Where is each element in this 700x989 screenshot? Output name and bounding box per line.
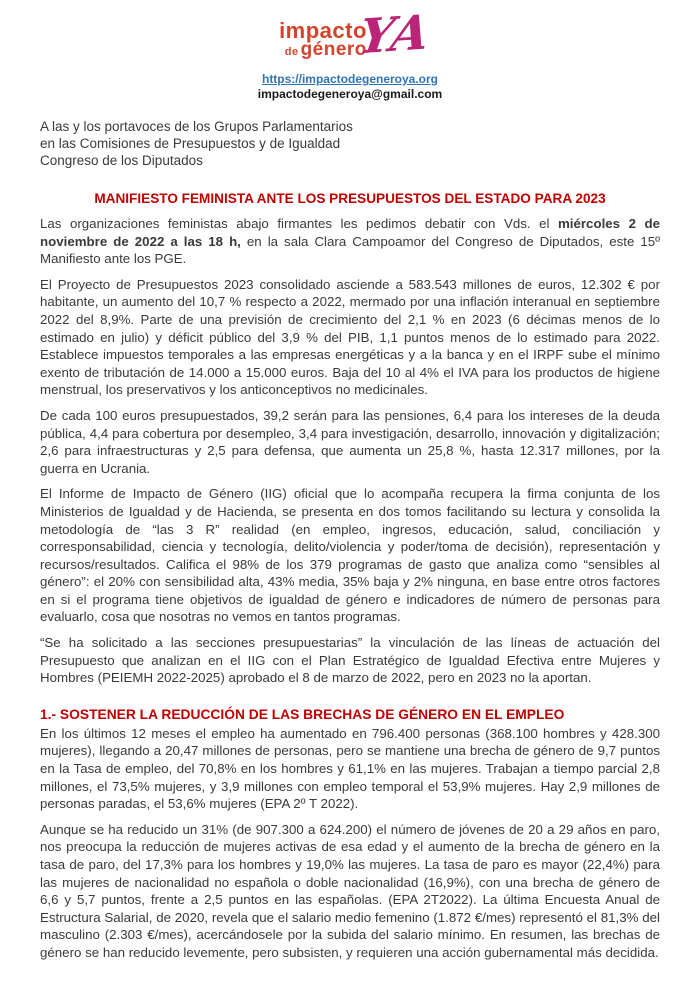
document-body [40, 215, 660, 962]
website-line [0, 72, 700, 87]
paragraph [40, 821, 660, 962]
paragraph [40, 407, 660, 477]
text-run: El Informe de Impacto de Género (IIG) oficial que lo acompaña recupera la firma conjunta de los Ministerios de Igualdad y de Hacienda, se presenta en dos tomos facilitando su lectura y consolida la metodología de “las 3 R” realidad (en empleo, ingresos, educación, salud, conciliación y corresponsabilidad, ciencia y tecnología, delito/violencia y poder/toma de decisión), representación y recursos/resultados. Califica el 98% de los 379 programas de gasto que analiza como “sensibles al género”: el 20% con sensibilidad alta, 43% media, 35% baja y 2% ninguna, en base entre otros factores en si el programa tiene objetivos de igualdad de género e indicadores de número de personas para evaluarlo, cosa que nosotras no vemos en tantos programas. [40, 486, 660, 625]
recipient-line: en las Comisiones de Presupuestos y de Igualdad [40, 136, 341, 151]
paragraph [40, 276, 660, 399]
paragraph [40, 485, 660, 626]
logo-word-genero: género [300, 39, 367, 61]
section-heading [40, 706, 660, 723]
paragraph [40, 634, 660, 687]
logo-word-de: de [284, 46, 299, 59]
text-run: El Proyecto de Presupuestos 2023 consolidado asciende a 583.543 millones de euros, 12.302 € por habitante, un aumento del 10,7 % respecto a 2022, mermado por una inflación interanual en septiembre 2022 del 8,9%. Parte de una previsión de crecimiento del 2,1 % en 2023 (6 décimas menos de lo estimado en julio) y déficit público del 3,9 % del PIB, 1,1 puntos menos de lo estimado para 2022. Establece impuestos temporales a las empresas energéticas y a la banca y en el IRPF sube el mínimo exento de tributación de 14.000 a 15.000 euros. Baja del 10 al 4% el IVA para los productos de higiene menstrual, los preservativos y los anticonceptivos no medicinales. [40, 276, 660, 398]
impacto-de-genero-logo [279, 4, 434, 70]
logo-ya-glyph: YA [356, 4, 434, 66]
website-link[interactable]: https://impactodegeneroya.org [261, 72, 439, 86]
text-run: Aunque se ha reducido un 31% (de 907.300 a 624.200) el número de jóvenes de 20 a 29 años en paro, nos preocupa la reducción de mujeres activas de esa edad y el aumento de la brecha de género en la tasa de paro, del 17,3% para los hombres y 19,0% las mujeres. La tasa de paro es mayor (22,4%) para las mujeres de nacionalidad no española o doble nacionalidad (16,9%), con una brecha de género de 6,6 y 5,7 puntos, frente a 2,5 puntos en las españolas. (EPA 2T2022). La última Encuesta Anual de Estructura Salarial, de 2020, revela que el salario medio femenino (1.872 €/mes) representó el 81,3% del masculino (2.303 €/mes), acercándosele por la subida del salario mínimo. En resumen, las brechas de género se han reducido levemente, pero subsisten, y requieren una acción gubernamental más decidida. [40, 821, 660, 960]
logo-word-impacto: impacto [279, 18, 367, 43]
document-header [0, 4, 700, 102]
logo-wordmark [279, 13, 367, 59]
text-run: De cada 100 euros presupuestados, 39,2 serán para las pensiones, 6,4 para los intereses de la deuda pública, 4,4 para cobertura por desempleo, 3,4 para investigación, desarrollo, innovación y digitalización; 2,6 para infraestructuras y 2,5 para defensa, que aumenta un 25,8 %, hasta 12.317 millones, por la guerra en Ucrania. [40, 407, 660, 476]
paragraph [40, 725, 660, 813]
paragraph [40, 215, 660, 268]
text-run: en la sala Clara Campoamor del Congreso de Diputados, este 15º Manifiesto ante los PGE. [40, 233, 660, 267]
email-text: impactodegeneroya@gmail.com [257, 87, 443, 101]
logo-word-de-genero [279, 39, 367, 61]
recipient-line: Congreso de los Diputados [40, 153, 203, 168]
text-run: En los últimos 12 meses el empleo ha aumentado en 796.400 personas (368.100 hombres y 428.300 mujeres), llegando a 20,47 millones de personas, pero se mantiene una brecha de género de 9,7 puntos en la Tasa de empleo, del 70,8% en los hombres y 61,1% en las mujeres. Trabajan a tiempo parcial 2,8 millones, el 73,5% mujeres, y 3,9 millones con empleo temporal el 53,9% mujeres. Hay 2,9 millones de personas paradas, el 53,6% mujeres (EPA 2º T 2022). [40, 725, 660, 812]
bold-text-run: 1.- SOSTENER LA REDUCCIÓN DE LAS BRECHAS DE GÉNERO EN EL EMPLEO [40, 706, 565, 722]
recipient-block [40, 118, 660, 169]
recipient-line: A las y los portavoces de los Grupos Parlamentarios [40, 119, 353, 134]
bold-text-run: miércoles 2 de noviembre de 2022 a las 18 h, [40, 216, 661, 249]
text-run: Las organizaciones feministas abajo firmantes les pedimos debatir con Vds. el [40, 216, 558, 231]
document-title: MANIFIESTO FEMINISTA ANTE LOS PRESUPUESTOS DEL ESTADO PARA 2023 [94, 191, 606, 206]
text-run: “Se ha solicitado a las secciones presupuestarias” la vinculación de las líneas de actuación del Presupuesto que analizan en el IIG con el Plan Estratégico de Igualdad Efectiva entre Mujeres y Hombres (PEIEMH 2022-2025) aprobado el 8 de marzo de 2022, pero en 2023 no la aportan. [40, 635, 660, 686]
